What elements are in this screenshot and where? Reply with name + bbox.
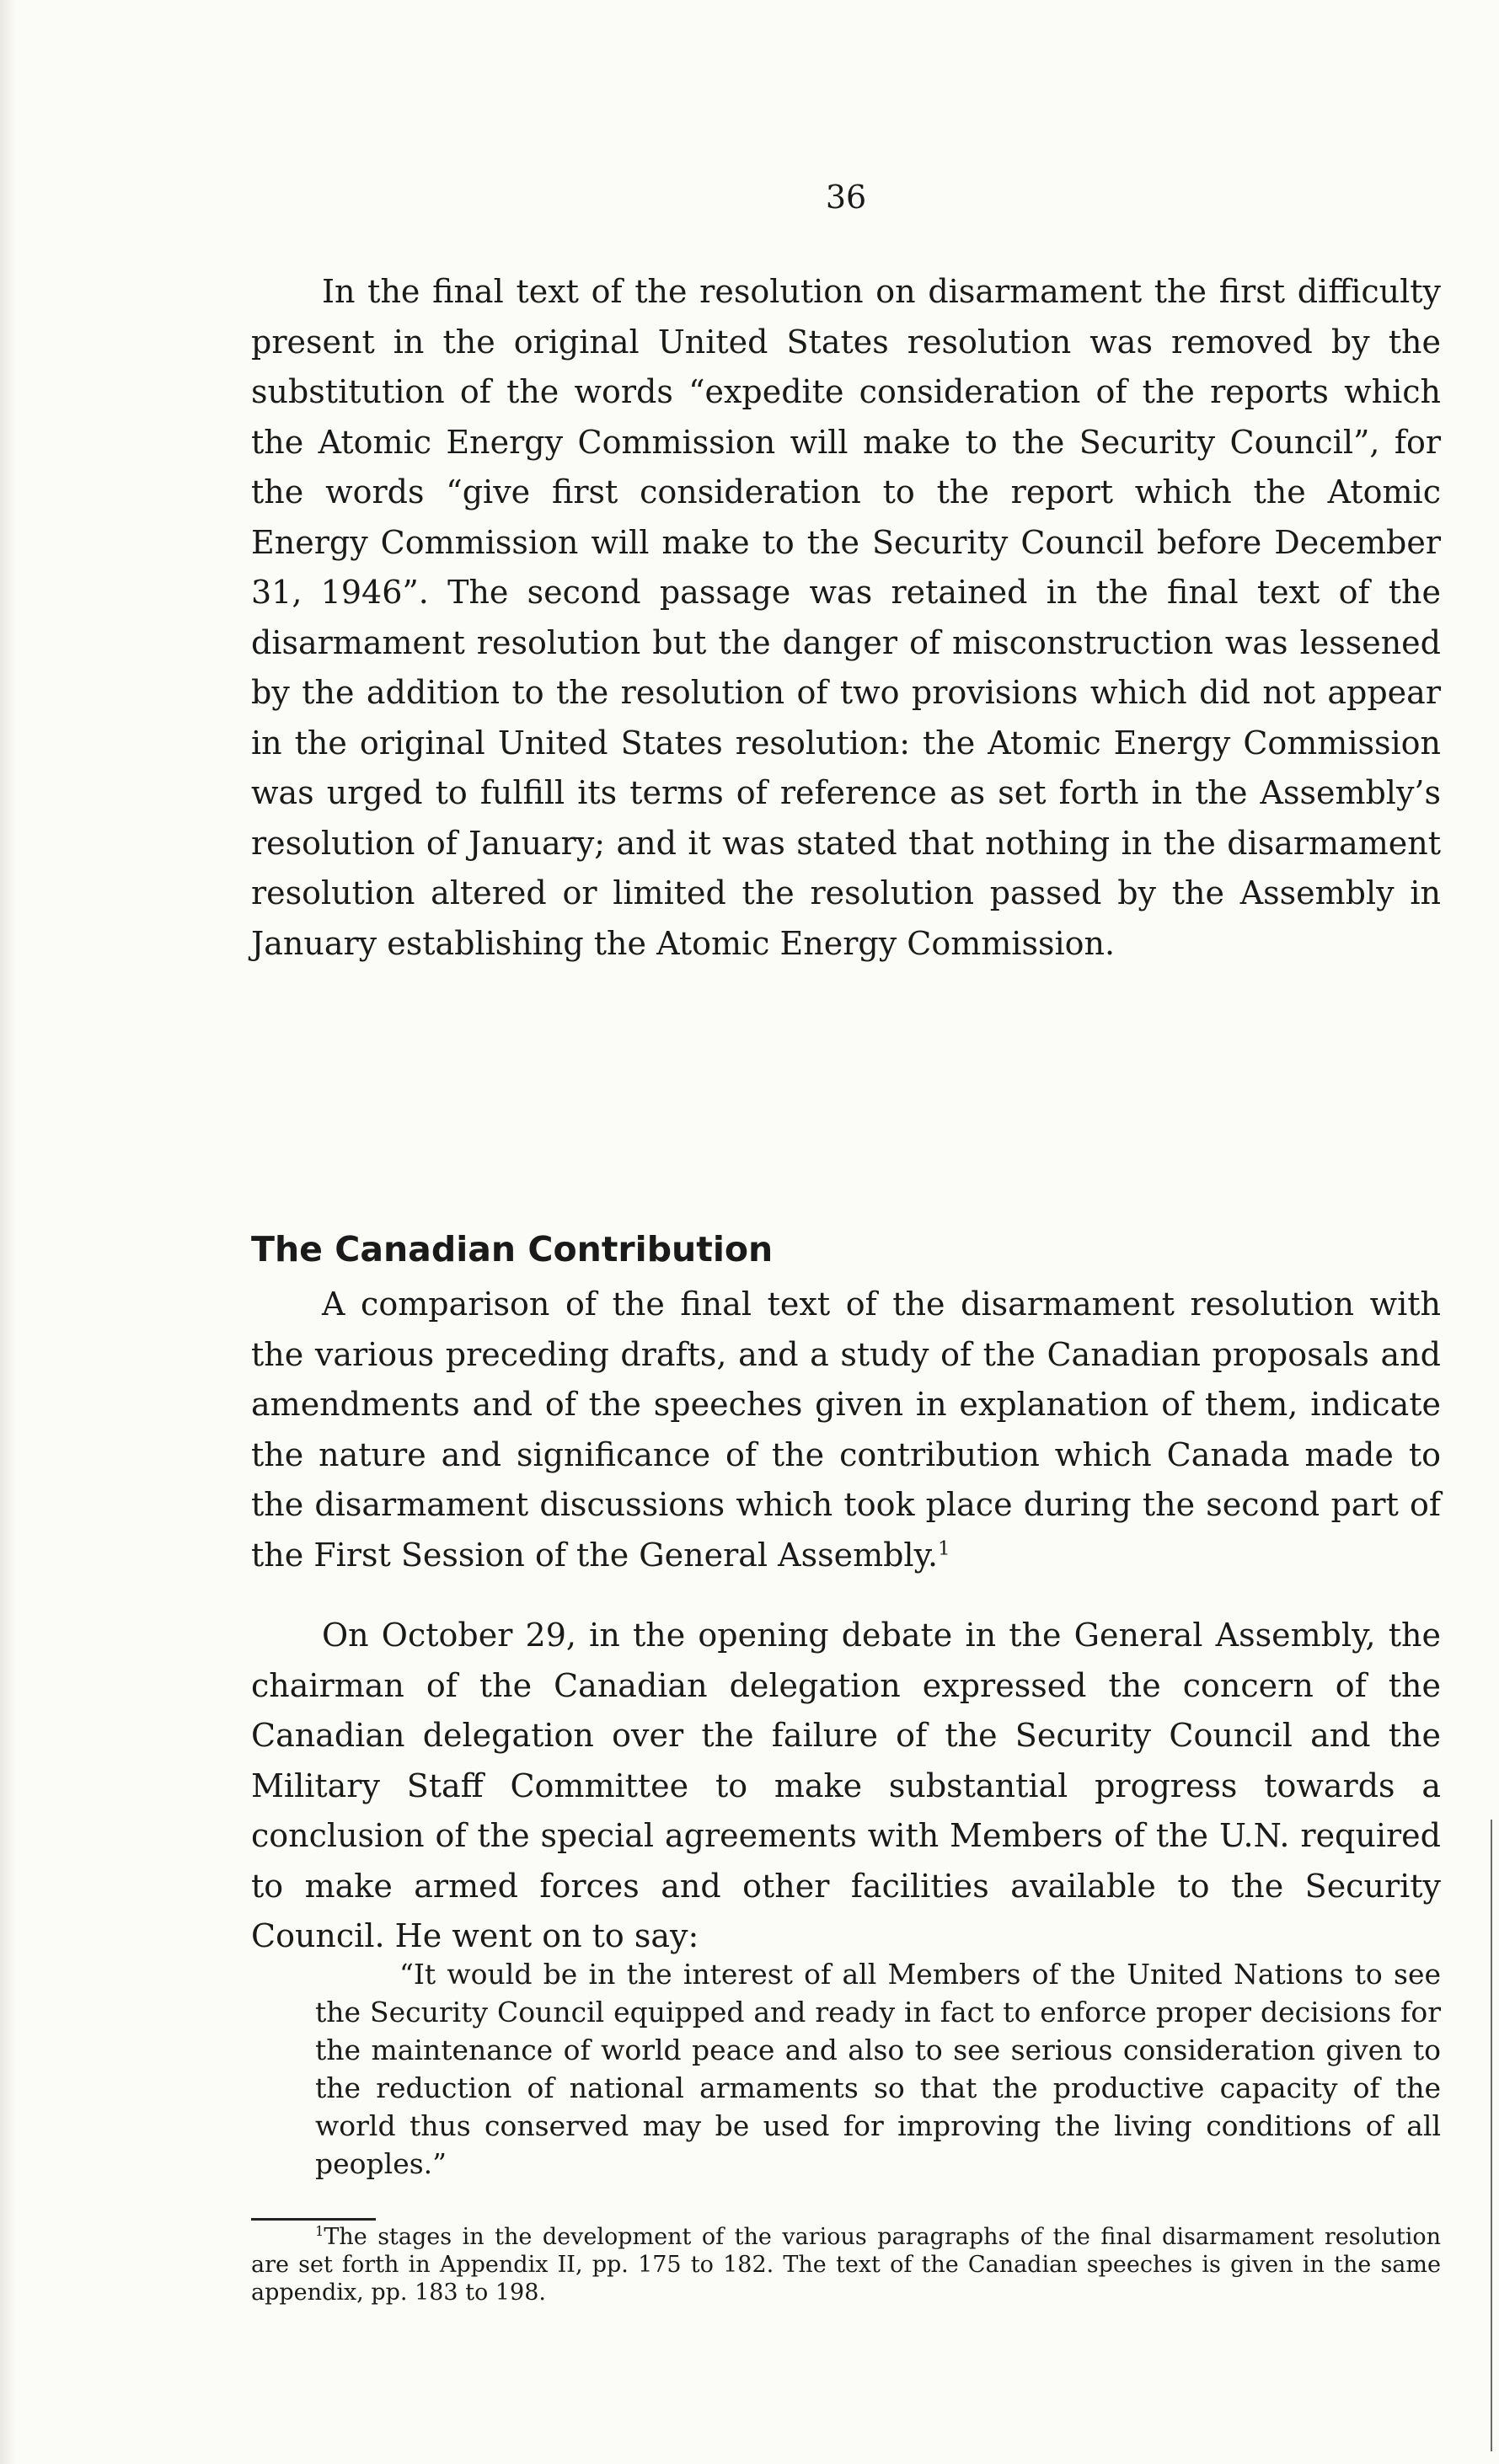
- footnote-divider: [251, 2218, 376, 2221]
- page-number: 36: [825, 179, 867, 216]
- footnote: [251, 2223, 1441, 2306]
- footnote-text: The stages in the development of the various paragraphs of the final disarmament resolution are set forth in Appendix II, pp. 175 to 182. The text of the Canadian speeches is given in the same appendix, pp. 183 to 198.: [251, 2224, 1441, 2306]
- footnote-reference: 1: [938, 1537, 950, 1559]
- paragraph-comparison: [251, 1280, 1441, 1580]
- paragraph-comparison-text: A comparison of the final text of the disarmament resolution with the various preceding drafts, and a study of the Canadian proposals and amendments and of the speeches given in explanation of them, indicate the nature and significance of the contribution which Canada made to the disarmament discussions which took place during the second part of the First Session of the General Assembly.: [251, 1285, 1441, 1574]
- section-heading: The Canadian Contribution: [251, 1229, 774, 1269]
- block-quote: “It would be in the interest of all Members of the United Nations to see the Security Council equipped and ready in fact to enforce proper decisions for the maintenance of world peace and also to see serious consideration given to the reduction of national armaments so that the productive capacity of the world thus conserved may be used for improving the living conditions of all peoples.”: [315, 1958, 1441, 2180]
- scan-margin-line: [1491, 1820, 1492, 2451]
- footnote-marker: 1: [315, 2223, 324, 2239]
- paragraph-resolution-text: In the final text of the resolution on disarmament the first difficulty present in the original United States resolution was removed by the substitution of the words “expedite consideration of the reports which the Atomic Energy Commission will make to the Security Council”, for the words “give first consideration to the report which the Atomic Energy Commission will make to the Security Council before December 31, 1946”. The second passage was retained in the final text of the disarmament resolution but the danger of misconstruction was lessened by the addition to the resolution of two provisions which did not appear in the original United States resolution: the Atomic Energy Commission was urged to fulfill its terms of reference as set forth in the Assembly’s resolution of January; and it was stated that nothing in the disarmament resolution altered or limited the resolution passed by the Assembly in January establishing the Atomic Energy Commission.: [251, 273, 1441, 962]
- paragraph-october-debate: On October 29, in the opening debate in the General Assembly, the chairman of the Canadian delegation expressed the concern of the Canadian delegation over the failure of the Security Council and the Military Staff Committee to make substantial progress towards a conclusion of the special agreements with Members of the U.N. required to make armed forces and other facilities available to the Security Council. He went on to say:: [251, 1617, 1441, 1954]
- scan-edge: [0, 0, 15, 2464]
